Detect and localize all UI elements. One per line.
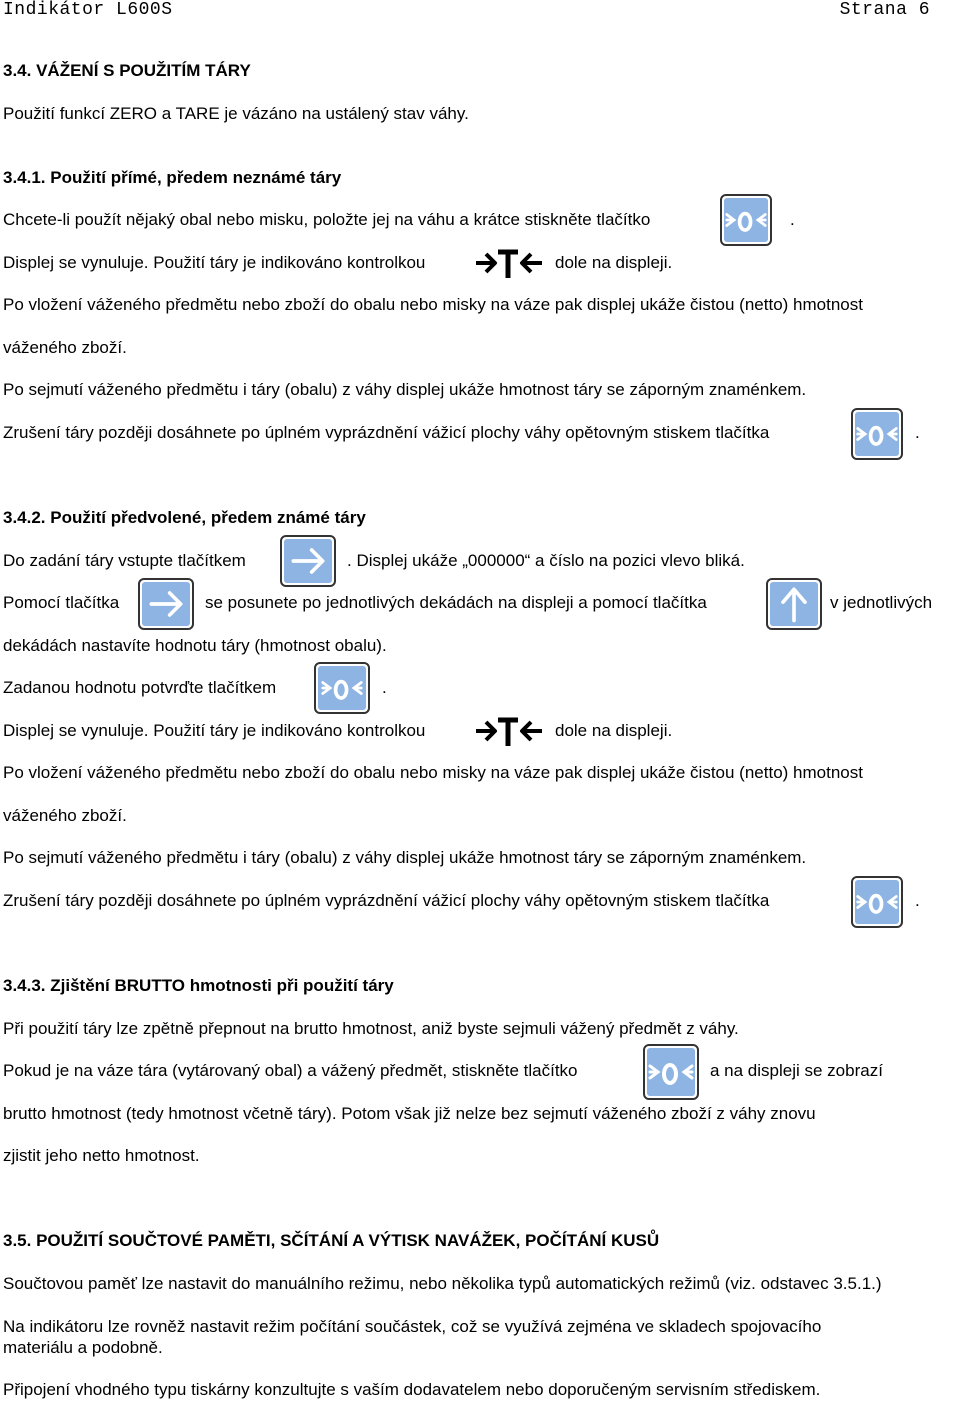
zero-key-icon	[851, 408, 903, 460]
text-line: Připojení vhodného typu tiskárny konzultujte s vaším dodavatelem nebo doporučeným servisním střediskem.	[3, 1380, 821, 1399]
text-line: Zadanou hodnotu potvrďte tlačítkem	[3, 678, 277, 697]
text-line: Součtovou paměť lze nastavit do manuálního režimu, nebo několika typů automatických režimů (viz. odstavec 3.5.1.)	[3, 1274, 882, 1293]
section-heading-3-4: 3.4. VÁŽENÍ S POUŽITÍM TÁRY	[3, 61, 251, 80]
section-heading-3-4-3: 3.4.3. Zjištění BRUTTO hmotnosti při použití táry	[3, 976, 394, 995]
text-line: dekádách nastavíte hodnotu táry (hmotnost obalu).	[3, 636, 387, 655]
text-line: Displej se vynuluje. Použití táry je indikováno kontrolkou	[3, 253, 426, 272]
doc-header-title: Indikátor L600S	[3, 0, 173, 20]
text-line: váženého zboží.	[3, 806, 127, 825]
text-line: .	[915, 891, 920, 910]
zero-key-icon	[643, 1044, 699, 1100]
text-line: váženého zboží.	[3, 338, 127, 357]
text-line: Po vložení váženého předmětu nebo zboží do obalu nebo misky na váze pak displej ukáže čistou (netto) hmotnost	[3, 295, 863, 314]
text-line: zjistit jeho netto hmotnost.	[3, 1146, 200, 1165]
section-heading-3-5: 3.5. POUŽITÍ SOUČTOVÉ PAMĚTI, SČÍTÁNÍ A VÝTISK NAVÁŽEK, POČÍTÁNÍ KUSŮ	[3, 1231, 660, 1250]
text-line: v jednotlivých	[830, 593, 933, 612]
text-line: Na indikátoru lze rovněž nastavit režim počítání součástek, což se využívá zejména ve skladech spojovacího	[3, 1317, 822, 1336]
text-line: dole na displeji.	[555, 721, 673, 740]
page-number: Strana 6	[839, 0, 930, 20]
text-line: Při použití táry lze zpětně přepnout na brutto hmotnost, aniž byste sejmuli vážený předmět z váhy.	[3, 1019, 739, 1038]
text-line: Do zadání táry vstupte tlačítkem	[3, 551, 246, 570]
section-heading-3-4-1: 3.4.1. Použití přímé, předem neznámé táry	[3, 168, 342, 187]
zero-key-icon	[314, 662, 370, 714]
section-heading-3-4-2: 3.4.2. Použití předvolené, předem známé táry	[3, 508, 366, 527]
text-line: Pomocí tlačítka	[3, 593, 120, 612]
text-line: Zrušení táry později dosáhnete po úplném vyprázdnění vážicí plochy váhy opětovným stiskem tlačítka	[3, 891, 770, 910]
text-line: .	[790, 210, 795, 229]
text-line: .	[915, 423, 920, 442]
text-line: Po sejmutí váženého předmětu i táry (obalu) z váhy displej ukáže hmotnost táry se záporným znaménkem.	[3, 380, 807, 399]
right-arrow-key-icon	[138, 578, 194, 630]
text-line: .	[382, 678, 387, 697]
text-line: . Displej ukáže „000000“ a číslo na pozici vlevo bliká.	[347, 551, 745, 570]
text-line: Po vložení váženého předmětu nebo zboží do obalu nebo misky na váze pak displej ukáže čistou (netto) hmotnost	[3, 763, 863, 782]
text-line: Chcete-li použít nějaký obal nebo misku, položte jej na váhu a krátce stiskněte tlačítko	[3, 210, 651, 229]
text-line: Displej se vynuluje. Použití táry je indikováno kontrolkou	[3, 721, 426, 740]
text-line: a na displeji se zobrazí	[710, 1061, 883, 1080]
text-line: materiálu a podobně.	[3, 1338, 163, 1357]
paragraph: Použití funkcí ZERO a TARE je vázáno na ustálený stav váhy.	[3, 104, 469, 123]
up-arrow-key-icon	[766, 578, 822, 630]
text-line: se posunete po jednotlivých dekádách na displeji a pomocí tlačítka	[205, 593, 707, 612]
text-line: dole na displeji.	[555, 253, 673, 272]
text-line: Zrušení táry později dosáhnete po úplném vyprázdnění vážicí plochy váhy opětovným stiskem tlačítka	[3, 423, 770, 442]
tare-indicator-icon	[474, 246, 544, 280]
text-line: Pokud je na váze tára (vytárovaný obal) a vážený předmět, stiskněte tlačítko	[3, 1061, 578, 1080]
text-line: brutto hmotnost (tedy hmotnost včetně táry). Potom však již nelze bez sejmutí váženého zboží z váhy znovu	[3, 1104, 816, 1123]
zero-key-icon	[851, 876, 903, 928]
tare-indicator-icon	[474, 714, 544, 748]
text-line: Po sejmutí váženého předmětu i táry (obalu) z váhy displej ukáže hmotnost táry se záporným znaménkem.	[3, 848, 807, 867]
zero-key-icon	[720, 194, 772, 246]
right-arrow-key-icon	[280, 535, 336, 587]
